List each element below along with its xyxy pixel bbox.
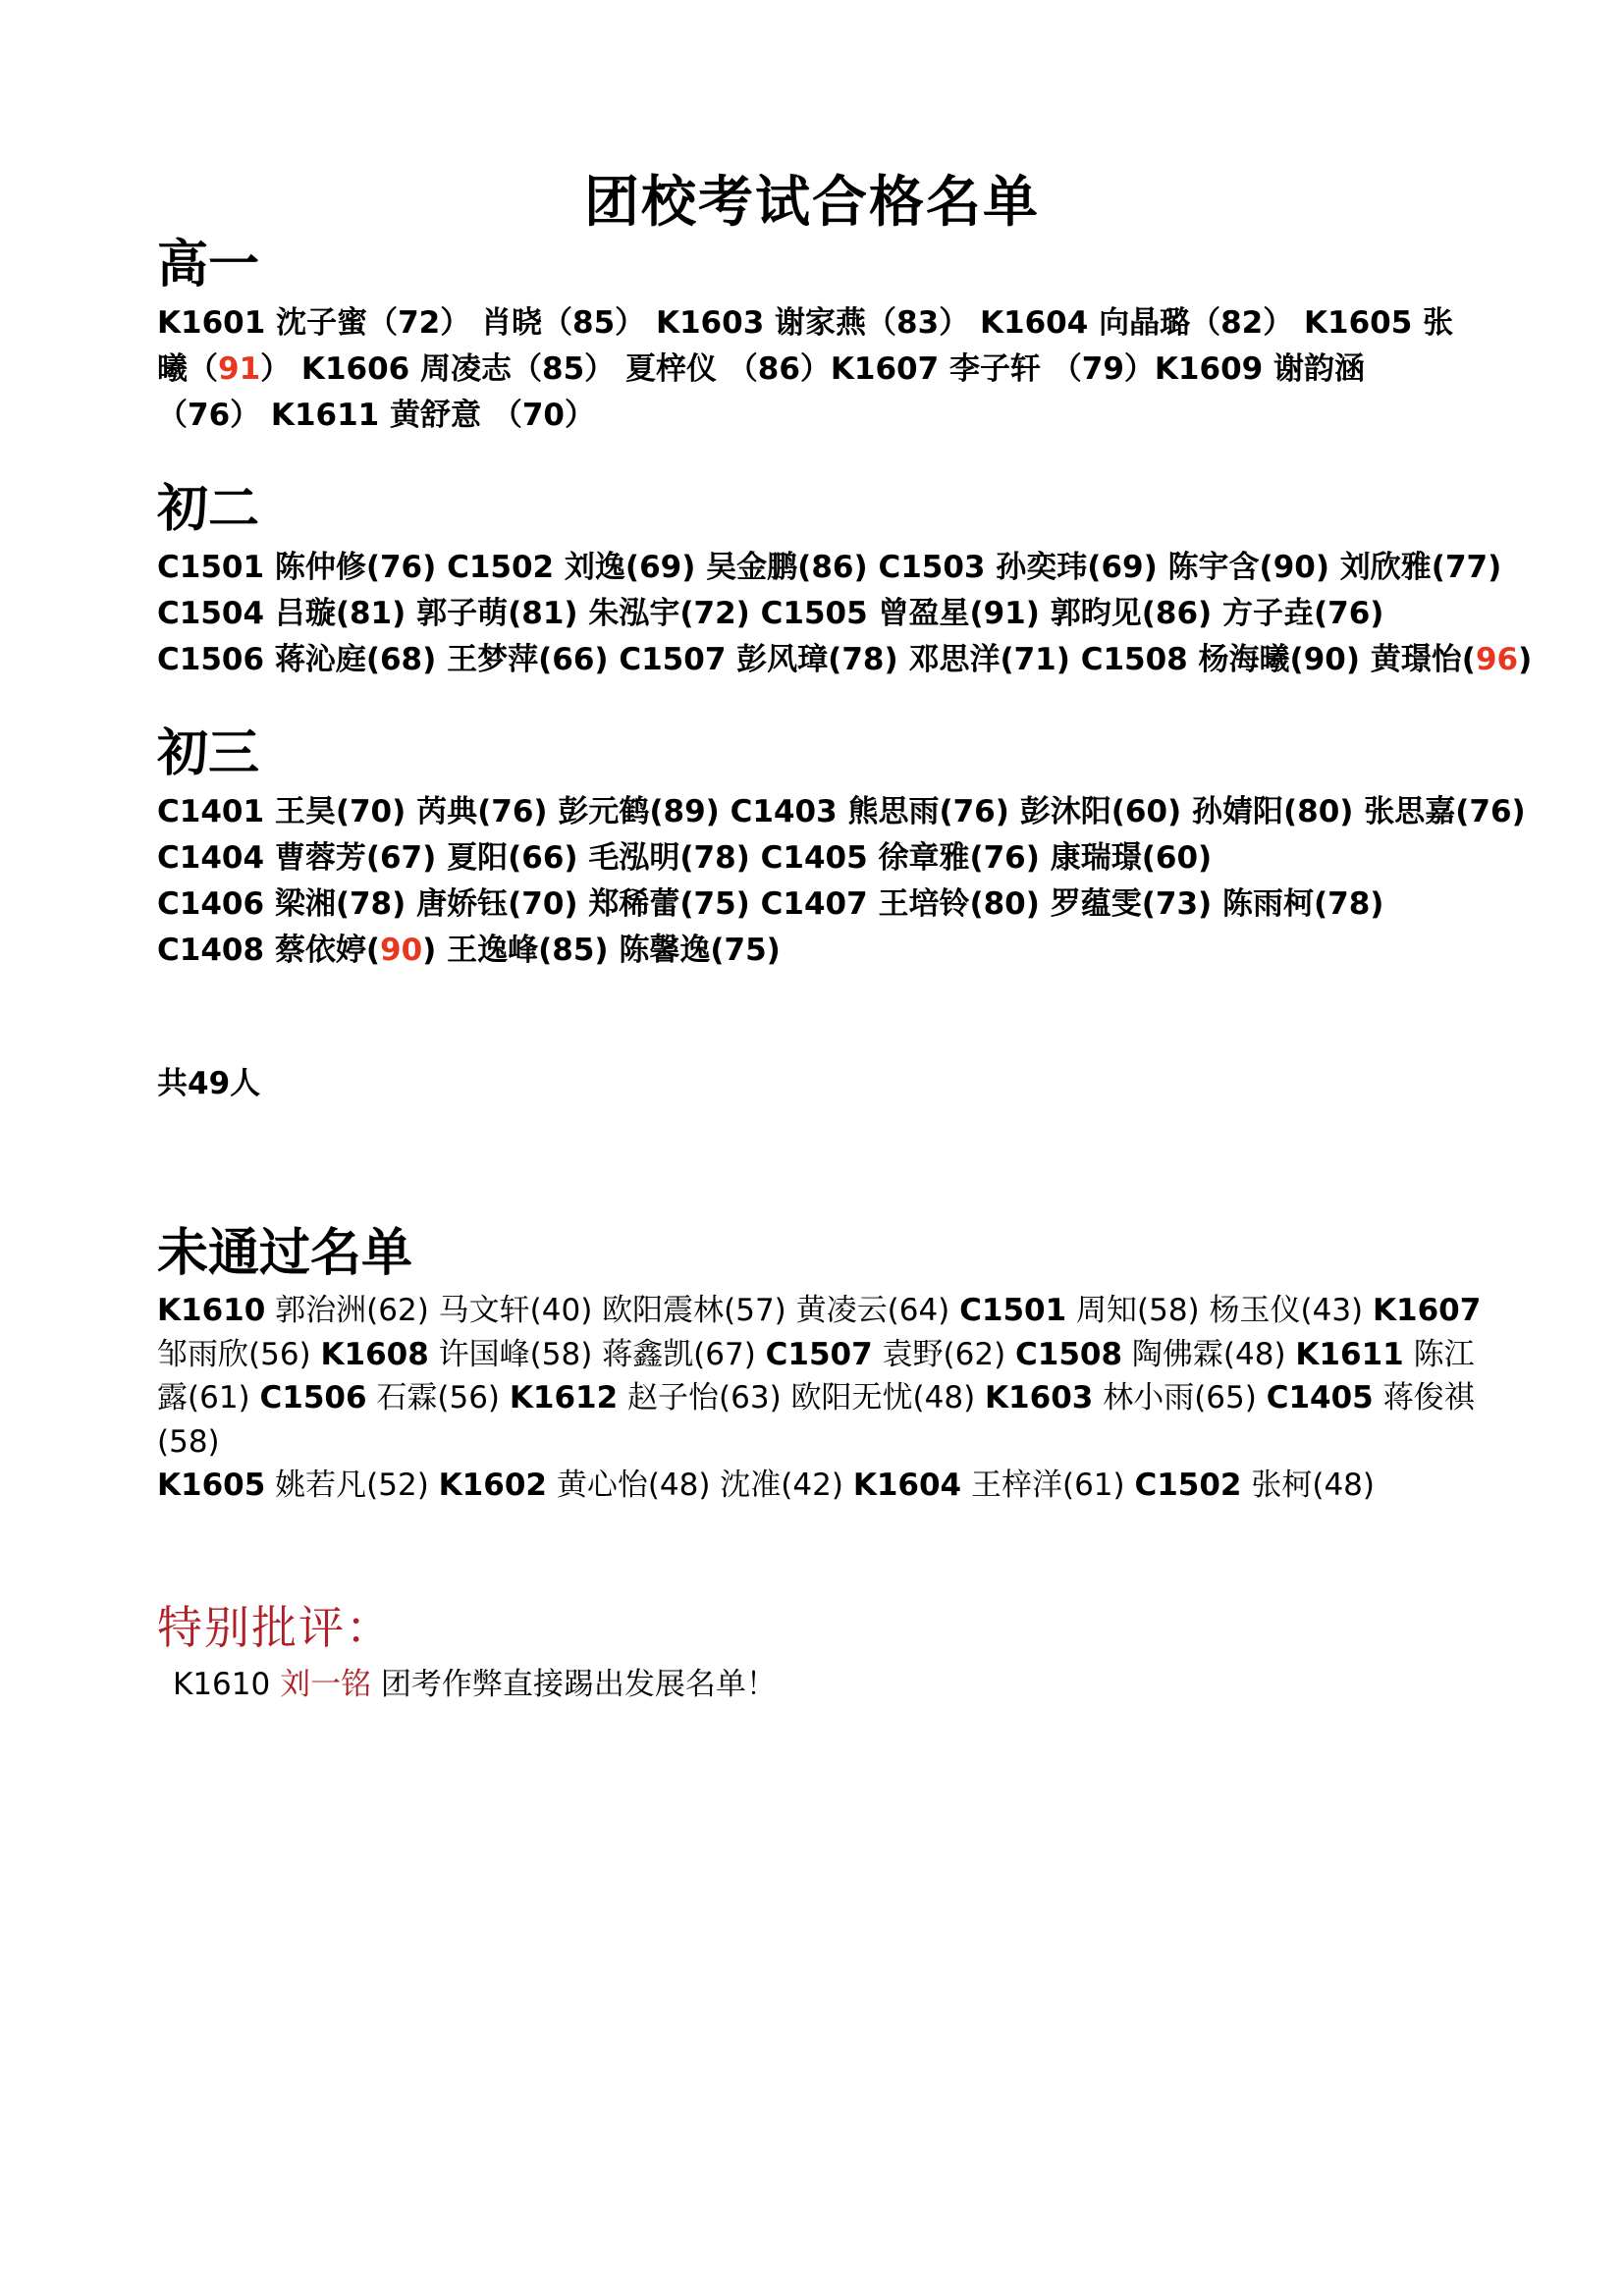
class-code: C1507 (765, 1336, 873, 1372)
name-score-text: C1406 梁湘(78) 唐娇钰(70) 郑稀蕾(75) C1407 王培铃(80) 罗蕴雯(73) 陈雨柯(78) (157, 886, 1384, 922)
name-score-text: ） K1606 周凌志（85） 夏梓仪 （86）K1607 李子轩 （79）K1609 谢韵涵 (260, 351, 1366, 387)
name-score-text: 郭治洲(62) 马文轩(40) 欧阳震林(57) 黄凌云(64) (265, 1293, 960, 1328)
name-score-text: ) (1518, 642, 1533, 677)
class-code: C1501 (959, 1293, 1067, 1328)
class-code: K1604 (852, 1468, 962, 1503)
section-heading: 初三 (157, 724, 260, 783)
name-score-text: 陈江 (1403, 1336, 1475, 1372)
class-code: K1607 (1373, 1293, 1482, 1328)
criticism-suffix: 团考作弊直接踢出发展名单！ (371, 1667, 777, 1702)
name-score-text: 姚若凡(52) (265, 1468, 439, 1503)
class-code: K1603 (985, 1380, 1094, 1415)
class-code: K1612 (509, 1380, 619, 1415)
text-line (157, 1289, 1483, 1333)
section-failed (157, 1222, 1483, 1508)
class-code: K1602 (438, 1468, 547, 1503)
text-line (157, 300, 1483, 347)
name-score-text: C1506 蒋沁庭(68) 王梦萍(66) C1507 彭风璋(78) 邓思洋(71) C1508 杨海曦(90) 黄璟怡( (157, 642, 1476, 677)
text-line (157, 1333, 1483, 1377)
text-line (157, 545, 1502, 591)
section-grade-8 (157, 478, 1533, 683)
name-score-text: 黄心怡(48) 沈准(42) (546, 1468, 853, 1503)
name-score-text: C1408 蔡依婷( (157, 933, 380, 968)
name-score-text: （76） K1611 黄舒意 （70） (157, 398, 595, 433)
name-score-text: (58) (157, 1423, 220, 1460)
name-score-text: 许国峰(58) 蒋鑫凯(67) (428, 1336, 766, 1372)
name-score-text: C1501 陈仲修(76) C1502 刘逸(69) 吴金鹏(86) C1503 孙奕玮(69) 陈宇含(90) 刘欣雅(77) (157, 550, 1502, 585)
name-score-text: K1601 沈子蜜（72） 肖晓（85） K1603 谢家燕（83） K1604 向晶璐（82） K1605 张 (157, 305, 1454, 341)
total-count: 共49人 (157, 1066, 261, 1101)
text-line (157, 881, 1483, 928)
section-heading: 初二 (157, 480, 260, 539)
class-code: K1608 (320, 1336, 429, 1372)
passed-list (157, 300, 1483, 439)
highlighted-score: 90 (380, 933, 423, 968)
highlighted-score: 91 (218, 351, 261, 387)
name-score-text: 陶佛霖(48) (1122, 1336, 1296, 1372)
name-score-text: 袁野(62) (872, 1336, 1016, 1372)
text-line (157, 789, 1526, 835)
section-heading: 未通过名单 (157, 1224, 413, 1283)
name-score-text: 王梓洋(61) (961, 1468, 1135, 1503)
name-score-text: 露(61) (157, 1380, 260, 1415)
name-score-text: C1401 王昊(70) 芮典(76) 彭元鹤(89) C1403 熊思雨(76) 彭沐阳(60) 孙婧阳(80) 张思嘉(76) (157, 794, 1526, 829)
page-title: 团校考试合格名单 (584, 171, 1040, 235)
name-score-text: ) 王逸峰(85) 陈馨逸(75) (422, 933, 781, 968)
failed-list (157, 1289, 1483, 1508)
name-score-text: 石霖(56) (366, 1380, 510, 1415)
section-grade-9 (157, 722, 1526, 974)
class-code: K1605 (157, 1468, 266, 1503)
name-score-text: 邹雨欣(56) (157, 1336, 321, 1372)
class-code: C1405 (1266, 1380, 1374, 1415)
text-line (157, 928, 1483, 974)
highlighted-score: 96 (1475, 642, 1519, 677)
criticism-heading: 特别批评： (157, 1601, 393, 1654)
text-line (157, 1420, 1483, 1465)
section-heading: 高一 (157, 236, 260, 294)
name-score-text: 林小雨(65) (1093, 1380, 1267, 1415)
name-score-text: 蒋俊祺 (1373, 1380, 1475, 1415)
passed-list (157, 789, 1526, 974)
passed-list (157, 545, 1533, 683)
class-code: C1506 (259, 1380, 367, 1415)
criticized-name: 刘一铭 (280, 1667, 372, 1702)
text-line (157, 637, 1533, 683)
text-line (157, 1376, 1483, 1420)
text-line (157, 591, 1483, 637)
text-line (157, 835, 1483, 881)
text-line (157, 393, 1483, 439)
class-code: K1611 (1295, 1336, 1404, 1372)
name-score-text: 赵子怡(63) 欧阳无忧(48) (618, 1380, 986, 1415)
class-code: C1502 (1134, 1468, 1242, 1503)
section-grade-10 (157, 234, 1483, 439)
name-score-text: 曦（ (157, 351, 218, 387)
name-score-text: 张柯(48) (1241, 1468, 1375, 1503)
name-score-text: 周知(58) 杨玉仪(43) (1066, 1293, 1373, 1328)
name-score-text: C1504 吕璇(81) 郭子萌(81) 朱泓宇(72) C1505 曾盈星(91) 郭昀见(86) 方子垚(76) (157, 596, 1384, 631)
class-code: C1508 (1015, 1336, 1123, 1372)
criticism-prefix: K1610 (173, 1667, 281, 1702)
text-line (157, 1464, 1483, 1508)
text-line (157, 347, 1483, 393)
criticism-note (173, 1659, 777, 1703)
name-score-text: C1404 曹蓉芳(67) 夏阳(66) 毛泓明(78) C1405 徐章雅(76) 康瑞璟(60) (157, 840, 1213, 876)
class-code: K1610 (157, 1293, 266, 1328)
